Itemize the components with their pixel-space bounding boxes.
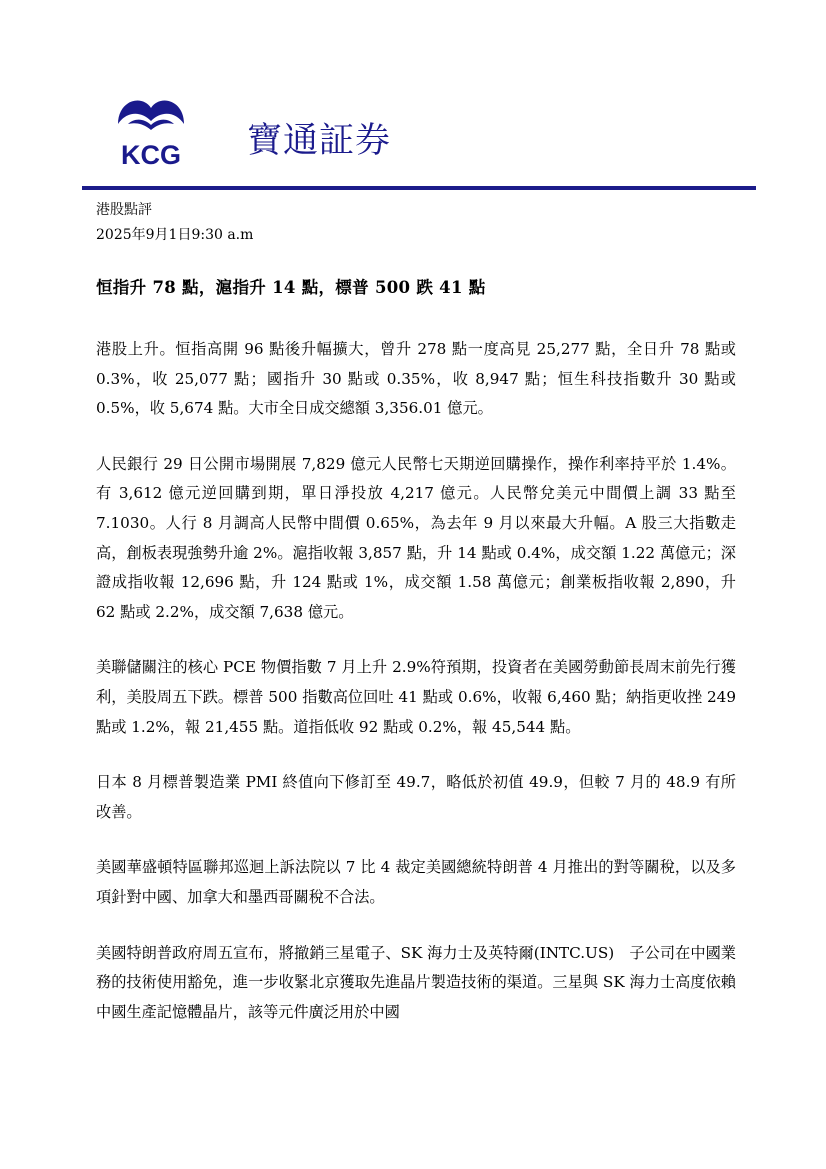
paragraph: 港股上升。恒指高開 96 點後升幅擴大，曾升 278 點一度高見 25,277 點，全日升 78 點或 0.3%，收 25,077 點；國指升 30 點或 0.35%，收 8,947 點；恒生科技指數升 30 點或 0.5%，收 5,674 點。大市全日成交總額 3,356.01 億元。 (96, 340, 736, 418)
paragraph: 日本 8 月標普製造業 PMI 終值向下修訂至 49.7，略低於初值 49.9，但較 7 月的 48.9 有所改善。 (96, 773, 736, 821)
article-body (96, 335, 736, 1053)
document-category: 港股點評 (96, 202, 152, 218)
kcg-logo (110, 94, 192, 166)
headline: 恒指升 78 點，滬指升 14 點，標普 500 跌 41 點 (96, 278, 486, 297)
paragraph: 美國特朗普政府周五宣布，將撤銷三星電子、SK 海力士及英特爾(INTC.US) 子公司在中國業務的技術使用豁免，進一步收緊北京獲取先進晶片製造技術的渠道。三星與 SK 海力士高度依賴中國生產記憶體晶片，該等元件廣泛用於中國 (96, 943, 736, 1021)
paragraph: 人民銀行 29 日公開市場開展 7,829 億元人民幣七天期逆回購操作，操作利率持平於 1.4%。有 3,612 億元逆回購到期，單日淨投放 4,217 億元。人民幣兌美元中間價上調 33 點至 7.1030。人行 8 月調高人民幣中間價 0.65%，為去年 9 月以來最大升幅。A 股三大指數走高，創板表現強勢升逾 2%。滬指收報 3,857 點，升 14 點或 0.4%，成交額 1.22 萬億元；深證成指收報 12,696 點，升 124 點或 1%，成交額 1.58 萬億元；創業板指收報 2,890，升 62 點或 2.2%，成交額 7,638 億元。 (96, 454, 736, 621)
brand-name: 寶通証券 (247, 121, 392, 161)
logo-text: KCG (121, 140, 181, 166)
paragraph: 美國華盛頓特區聯邦巡迴上訴法院以 7 比 4 裁定美國總統特朗普 4 月推出的對等關稅，以及多項針對中國、加拿大和墨西哥關稅不合法。 (96, 858, 736, 906)
document-meta (96, 198, 253, 248)
document-datetime: 2025年9月1日9:30 a.m (96, 227, 254, 243)
paragraph: 美聯儲關注的核心 PCE 物價指數 7 月上升 2.9%符預期，投資者在美國勞動節長周末前先行獲利，美股周五下跌。標普 500 指數高位回吐 41 點或 0.6%，收報 6,460 點；納指更收挫 249 點或 1.2%，報 21,455 點。道指低收 92 點或 0.2%，報 45,544 點。 (96, 658, 736, 736)
header-rule (82, 186, 756, 190)
letterhead (96, 86, 756, 188)
